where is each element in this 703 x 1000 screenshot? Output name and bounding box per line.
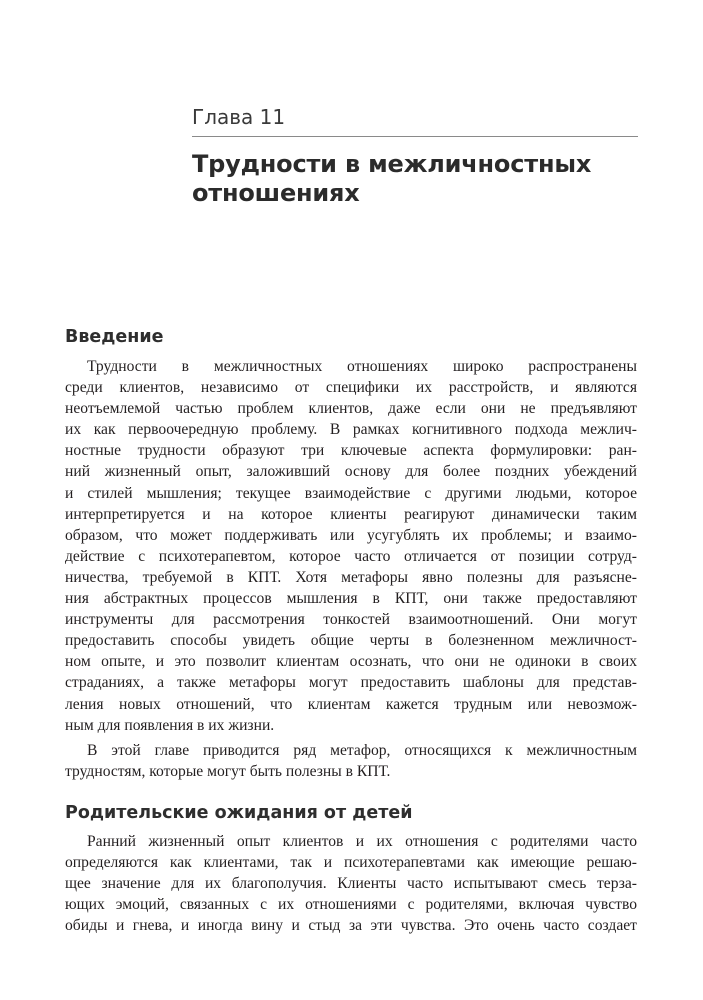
text-line: ничества, требуемой в КПТ. Хотя метафоры явно полезны для разъясне- [65, 568, 637, 586]
chapter-label: Глава 11 [192, 104, 638, 137]
text-line: Ранний жизненный опыт клиентов и их отношения с родителями часто [87, 833, 637, 850]
chapter-title [192, 150, 638, 208]
text-line: обиды и гнева, и иногда вину и стыд за эти чувства. Это очень часто создает [65, 917, 637, 935]
text-line: неотъемлемой частью проблем клиентов, даже если они не предъявляют [65, 400, 637, 418]
text-line: интерпретируется и на которое клиенты реагируют динамически таким [65, 505, 637, 523]
text-line: страданиях, а также метафоры могут предоставить шаблоны для представ- [65, 674, 637, 692]
text-line: щее значение для их благополучия. Клиенты часто испытывают смесь терза- [65, 875, 637, 893]
text-line: и стилей мышления; текущее взаимодействие с другими людьми, которое [65, 484, 637, 502]
text-line: ным для появления в их жизни. [65, 716, 275, 734]
text-line: инструменты для рассмотрения тонкостей взаимоотношений. Они могут [65, 611, 637, 629]
section-heading-introduction: Введение [65, 327, 164, 347]
text-line: предоставить способы увидеть общие черты в болезненном межличност- [65, 632, 637, 650]
text-line: трудностям, которые могут быть полезны в КПТ. [65, 763, 391, 781]
text-line: ления новых отношений, что клиентам кажется трудным или невозмож- [65, 695, 637, 713]
text-line: среди клиентов, независимо от специфики их расстройств, и являются [65, 379, 637, 397]
text-line: ний жизненный опыт, заложивший основу для более поздних убеждений [65, 463, 637, 481]
text-line: ющих эмоций, связанных с их отношениями с родителями, включая чувство [65, 896, 637, 914]
text-line: В этой главе приводится ряд метафор, относящихся к межличностным [87, 742, 637, 759]
text-line: определяются как клиентами, так и психотерапевтами как имеющие решаю- [65, 854, 637, 872]
text-line: ном опыте, и это позволит клиентам осознать, что они не одиноки в своих [65, 653, 637, 671]
paragraph-introduction-2 [65, 740, 637, 782]
text-line: образом, что может поддерживать или усугублять их проблемы; и взаимо- [65, 526, 637, 544]
chapter-title-line: отношениях [192, 179, 360, 207]
paragraph-parental-expectations-1 [65, 831, 637, 936]
chapter-title-line: Трудности в межличностных [192, 150, 592, 178]
text-line: Трудности в межличностных отношениях широко распространены [87, 358, 637, 375]
text-line: их как первоочередную проблему. В рамках когнитивного подхода межлич- [65, 421, 637, 439]
chapter-header [192, 104, 638, 208]
section-heading-parental-expectations: Родительские ожидания от детей [65, 803, 413, 823]
text-line: ния абстрактных процессов мышления в КПТ, они также предоставляют [65, 590, 637, 608]
text-line: ностные трудности образуют три ключевые аспекта формулировки: ран- [65, 442, 637, 460]
text-line: действие с психотерапевтом, которое часто отличается от позиции сотруд- [65, 547, 637, 565]
paragraph-introduction-1 [65, 356, 637, 736]
